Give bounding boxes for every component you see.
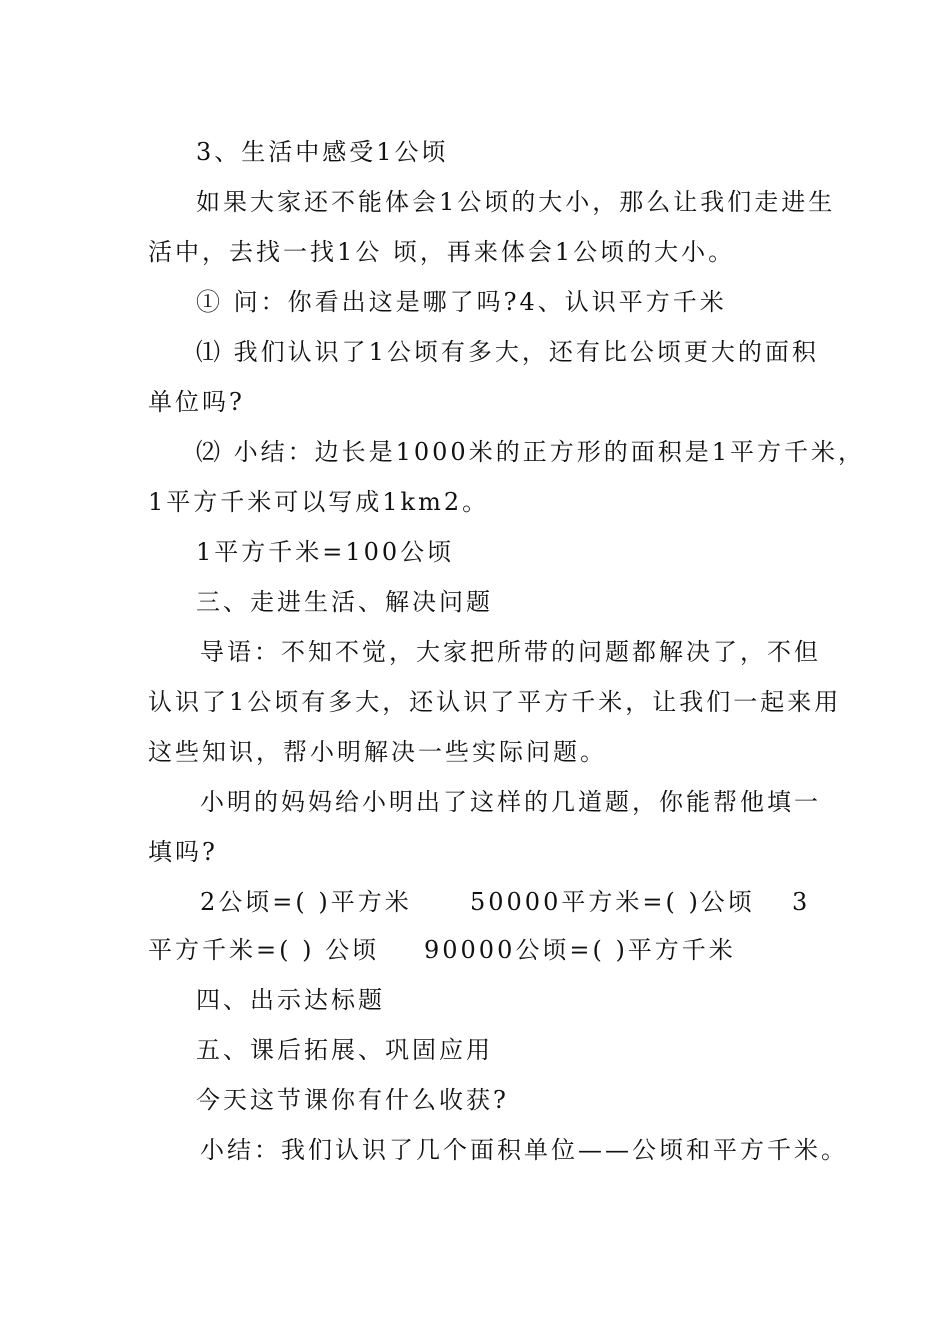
paragraph-line: 认识了1公顷有多大，还认识了平方千米，让我们一起来用 [148, 688, 842, 716]
question-line: 今天这节课你有什么收获? [196, 1086, 509, 1114]
summary-line: ⑵ 小结：边长是1000米的正方形的面积是1平方千米， [196, 438, 865, 466]
exercise-item: 3 [792, 888, 811, 916]
formula-line: 1平方千米=100公顷 [196, 538, 455, 566]
paragraph-line: 单位吗? [148, 388, 245, 416]
summary-line: 小结：我们认识了几个面积单位——公顷和平方千米。 [200, 1136, 848, 1164]
paragraph-line: 填吗? [148, 838, 218, 866]
exercise-item: 50000平方米=( )公顷 [470, 888, 755, 916]
section-heading-feel-hectare: 3、生活中感受1公顷 [196, 138, 449, 166]
paragraph-line: 这些知识，帮小明解决一些实际问题。 [148, 738, 607, 766]
paragraph-line: 1平方千米可以写成1km2。 [148, 488, 490, 516]
paragraph-line: 活中，去找一找1公 顷，再来体会1公顷的大小。 [148, 238, 736, 266]
paragraph-line: ⑴ 我们认识了1公顷有多大，还有比公顷更大的面积 [196, 338, 819, 366]
paragraph-line: 如果大家还不能体会1公顷的大小，那么让我们走进生 [196, 188, 836, 216]
question-line: ① 问：你看出这是哪了吗?4、认识平方千米 [196, 288, 727, 316]
section-heading-assessment: 四、出示达标题 [196, 986, 385, 1014]
exercise-item: 2公顷=( )平方米 [200, 888, 412, 916]
paragraph-line: 导语：不知不觉，大家把所带的问题都解决了，不但 [200, 638, 821, 666]
section-heading-extension: 五、课后拓展、巩固应用 [196, 1036, 493, 1064]
exercise-item: 平方千米=( ) 公顷 [148, 936, 380, 964]
exercise-item: 90000公顷=( )平方千米 [424, 936, 736, 964]
section-heading-solve-problems: 三、走进生活、解决问题 [196, 588, 493, 616]
paragraph-line: 小明的妈妈给小明出了这样的几道题，你能帮他填一 [200, 788, 821, 816]
